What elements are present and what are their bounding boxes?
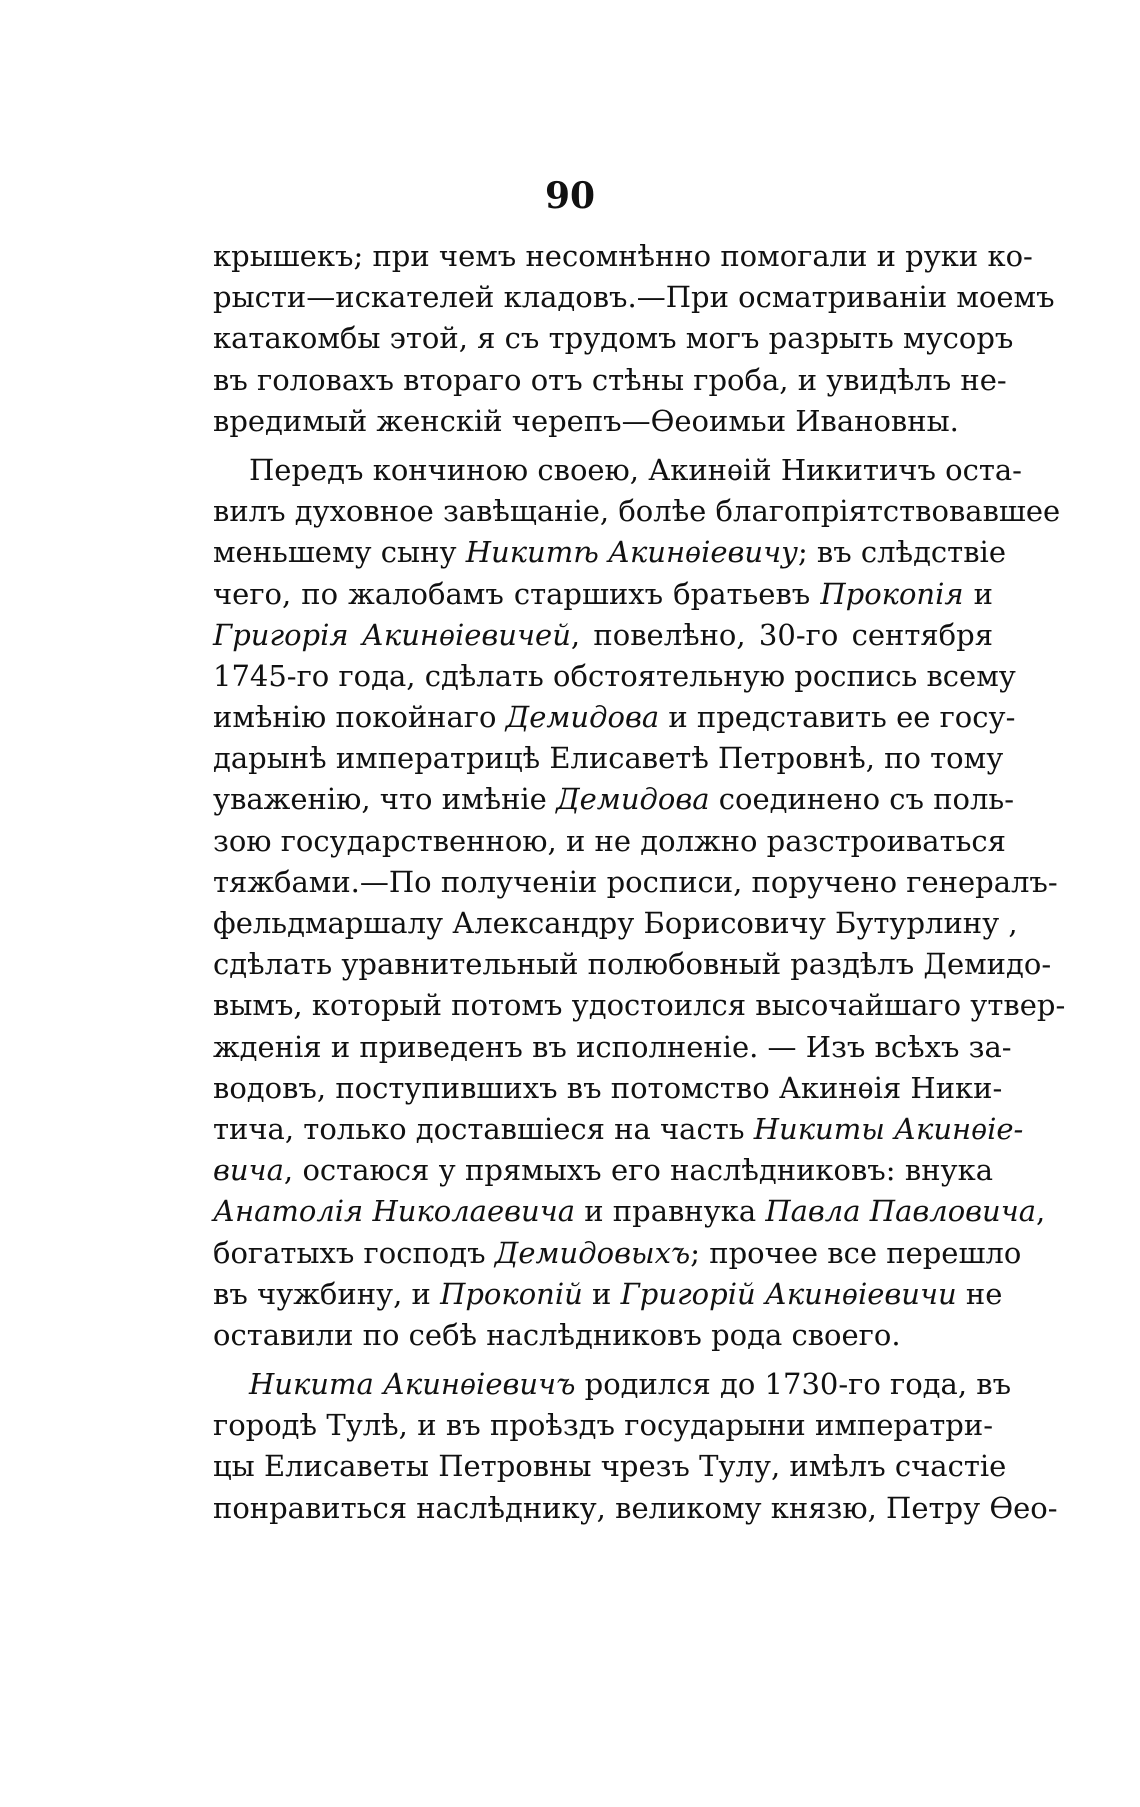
text-line — [213, 360, 1007, 401]
italic-name: Григорія Акинѳіевичей — [213, 617, 571, 652]
text-run: вилъ духовное завѣщаніе, болѣе благопріятствовавшее — [213, 494, 1061, 529]
text-run: въ чужбину, и — [213, 1276, 441, 1311]
text-run: крышекъ; при чемъ несомнѣнно помогали и руки ко- — [213, 239, 1033, 273]
text-run: родился до 1730-го года, въ — [575, 1367, 1012, 1402]
text-run: вредимый женскій черепъ—Ѳеоимьи Ивановны. — [213, 403, 959, 438]
text-run: 1745-го года, сдѣлать обстоятельную роспись всему — [213, 658, 1016, 693]
text-line — [213, 277, 1055, 318]
text-line — [213, 985, 1066, 1026]
text-run: чего, по жалобамъ старшихъ братьевъ — [213, 576, 821, 611]
text-run: меньшему сыну — [213, 535, 466, 570]
text-line — [213, 1364, 1012, 1405]
text-run: и — [582, 1276, 621, 1311]
text-run: и правнука — [575, 1194, 766, 1229]
italic-name: вича — [213, 1153, 284, 1188]
text-run: , — [1036, 1194, 1046, 1229]
text-run: фельдмаршалу Александру Борисовичу Бутурлину , — [213, 906, 1018, 940]
text-run: и — [963, 576, 994, 611]
text-line — [213, 1488, 1058, 1529]
text-run: рысти—искателей кладовъ.—При осматриваніи моемъ — [213, 280, 1055, 315]
text-run: тяжбами.—По полученіи росписи, поручено генералъ- — [213, 864, 1058, 899]
text-run: понравиться наслѣднику, великому князю, Петру Ѳео- — [213, 1490, 1058, 1525]
text-line — [213, 1068, 1003, 1109]
text-run: , повелѣно, 30-го сентября — [570, 617, 994, 652]
text-run: уваженію, что имѣніе — [213, 782, 557, 817]
text-line — [213, 401, 993, 442]
text-line — [213, 738, 1004, 779]
italic-name: Никита Акинѳіевичъ — [249, 1367, 576, 1402]
text-run: тича, только доставшіеся на часть — [213, 1111, 754, 1146]
text-line — [213, 532, 1006, 573]
text-line — [213, 1315, 993, 1356]
text-run: городѣ Тулѣ, и въ проѣздъ государыни императри- — [213, 1408, 993, 1443]
text-line — [213, 1109, 1024, 1150]
text-run: ; прочее все перешло — [690, 1235, 1022, 1270]
paragraph — [213, 236, 1055, 442]
text-line — [213, 615, 993, 656]
text-run: не — [956, 1276, 1003, 1311]
text-run: катакомбы этой, я съ трудомъ могъ разрыть мусоръ — [213, 321, 1014, 356]
text-run: въ головахъ втораго отъ стѣны гроба, и увидѣлъ не- — [213, 362, 1007, 397]
text-line — [213, 1405, 993, 1446]
text-run: Передъ кончиною своею, Акинѳій Никитичъ оста- — [249, 452, 1022, 487]
text-run: водовъ, поступившихъ въ потомство Акинѳія Ники- — [213, 1070, 1003, 1105]
text-line — [213, 236, 1033, 277]
text-line — [213, 821, 1006, 862]
text-line — [213, 1233, 1022, 1274]
text-run: , остаюся у прямыхъ его наслѣдниковъ: внука — [283, 1153, 993, 1188]
text-line — [213, 574, 993, 615]
text-line — [213, 318, 1014, 359]
text-run: вымъ, который потомъ удостоился высочайшаго утвер- — [213, 988, 1066, 1023]
italic-name: Демидова — [505, 700, 660, 735]
text-run: жденія и приведенъ въ исполненіе. — Изъ всѣхъ за- — [213, 1029, 1012, 1064]
italic-name: Анатолія Николаевича — [213, 1194, 576, 1229]
paragraph — [213, 1364, 1058, 1529]
text-line — [213, 450, 1022, 491]
text-run: сдѣлать уравнительный полюбовный раздѣлъ Демидо- — [213, 947, 1052, 982]
italic-name: Демидова — [556, 782, 710, 817]
text-line — [213, 862, 1058, 903]
text-line — [213, 656, 1016, 697]
text-line — [213, 1446, 1007, 1487]
italic-name: Павла Павловича — [765, 1194, 1037, 1229]
italic-name: Григорій Акинѳіевичи — [620, 1276, 957, 1311]
text-line — [213, 1191, 1046, 1232]
italic-name: Демидовыхъ — [494, 1235, 691, 1270]
italic-name: Прокопій — [440, 1276, 583, 1311]
text-line — [213, 779, 1015, 820]
text-line — [213, 491, 1061, 532]
text-run: и представить ее госу- — [659, 700, 1016, 735]
text-run: зою государственною, и не должно разстроиваться — [213, 823, 1006, 858]
text-line — [213, 1150, 993, 1191]
text-line — [213, 1027, 1012, 1068]
text-run: цы Елисаветы Петровны чрезъ Тулу, имѣлъ счастіе — [213, 1449, 1007, 1484]
page-number: 90 — [544, 175, 596, 217]
text-run: дарынѣ императрицѣ Елисаветѣ Петровнѣ, по тому — [213, 741, 1004, 776]
text-run: богатыхъ господъ — [213, 1235, 495, 1270]
italic-name: Никитѣ Акинѳіевичу — [465, 535, 798, 570]
text-run: имѣнію покойнаго — [213, 700, 506, 735]
text-run: оставили по себѣ наслѣдниковъ рода своего. — [213, 1317, 901, 1352]
text-line — [213, 1274, 1003, 1315]
text-line — [213, 697, 1016, 738]
text-run: соединено съ поль- — [709, 782, 1015, 817]
text-line — [213, 944, 1052, 985]
text-line — [213, 903, 1018, 944]
italic-name: Прокопія — [820, 576, 964, 611]
paragraph — [213, 450, 1066, 1356]
italic-name: Никиты Акинѳіе- — [753, 1111, 1024, 1146]
text-run: ; въ слѣдствіе — [797, 535, 1006, 570]
body-text — [213, 236, 1066, 1529]
